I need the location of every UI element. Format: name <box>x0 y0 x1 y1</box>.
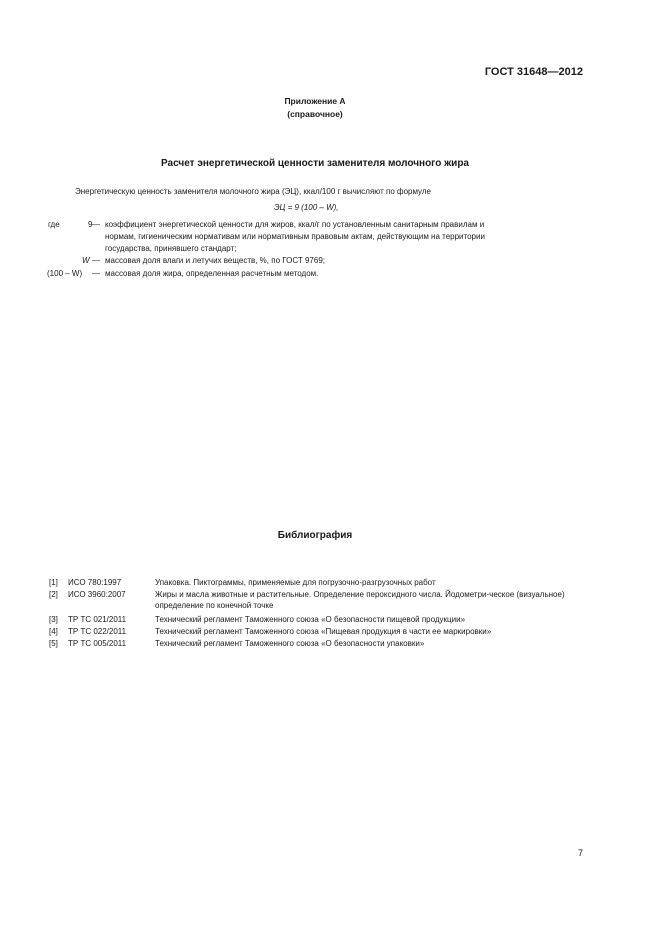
bib-description: Упаковка. Пиктограммы, применяемые для погрузочно-разгрузочных работ <box>155 578 436 587</box>
appendix-label: Приложение А <box>284 96 346 106</box>
bib-description: Жиры и масла животные и растительные. Определение пероксидного числа. Йодометри-ческое (визуальное) определение по конечной точке <box>155 590 565 610</box>
bib-number: [4] <box>49 627 58 636</box>
def-line: коэффициент энергетической ценности для жиров, ккал/г по установленным санитарным правилам и <box>105 220 485 229</box>
bib-code: ИСО 3960:2007 <box>68 590 126 599</box>
bib-description: Технический регламент Таможенного союза «О безопасности пищевой продукции» <box>155 615 466 624</box>
bib-number: [3] <box>49 615 58 624</box>
def-line: массовая доля влаги и летучих веществ, %, по ГОСТ 9769; <box>105 256 325 265</box>
bib-code: ТР ТС 022/2011 <box>68 627 127 636</box>
page-number: 7 <box>577 848 583 858</box>
bib-number: [1] <box>49 578 58 587</box>
def-symbol: 9 <box>88 220 93 229</box>
def-dash: — <box>92 269 100 278</box>
def-symbol: W <box>82 256 90 265</box>
standard-code: ГОСТ 31648—2012 <box>484 66 583 78</box>
bib-code: ИСО 780:1997 <box>68 578 122 587</box>
def-line: массовая доля жира, определенная расчетным методом. <box>105 269 319 278</box>
bibliography-title: Библиография <box>277 530 353 541</box>
bib-code: ТР ТС 021/2011 <box>68 615 127 624</box>
def-dash: — <box>92 256 100 265</box>
bib-number: [5] <box>49 639 58 648</box>
def-line: нормам, гигиеническим нормативам или нормативным правовым актам, действующим на территории <box>105 232 485 241</box>
formula: ЭЦ = 9 (100 – W), <box>274 203 339 212</box>
bib-code: ТР ТС 005/2011 <box>68 639 127 648</box>
bib-description: Технический регламент Таможенного союза «Пищевая продукция в части ее маркировки» <box>155 627 492 636</box>
where-label: где <box>48 220 60 229</box>
bib-description: Технический регламент Таможенного союза «О безопасности упаковки» <box>155 639 425 648</box>
def-symbol: (100 – W) <box>47 269 83 278</box>
section-title: Расчет энергетической ценности заменителя молочного жира <box>161 158 469 169</box>
appendix-type: (справочное) <box>287 109 343 119</box>
def-dash: — <box>92 220 100 229</box>
bib-number: [2] <box>49 590 58 599</box>
intro-text: Энергетическую ценность заменителя молочного жира (ЭЦ), ккал/100 г вычисляют по формуле <box>75 187 431 196</box>
def-line: государства, принявшего стандарт; <box>105 244 237 253</box>
